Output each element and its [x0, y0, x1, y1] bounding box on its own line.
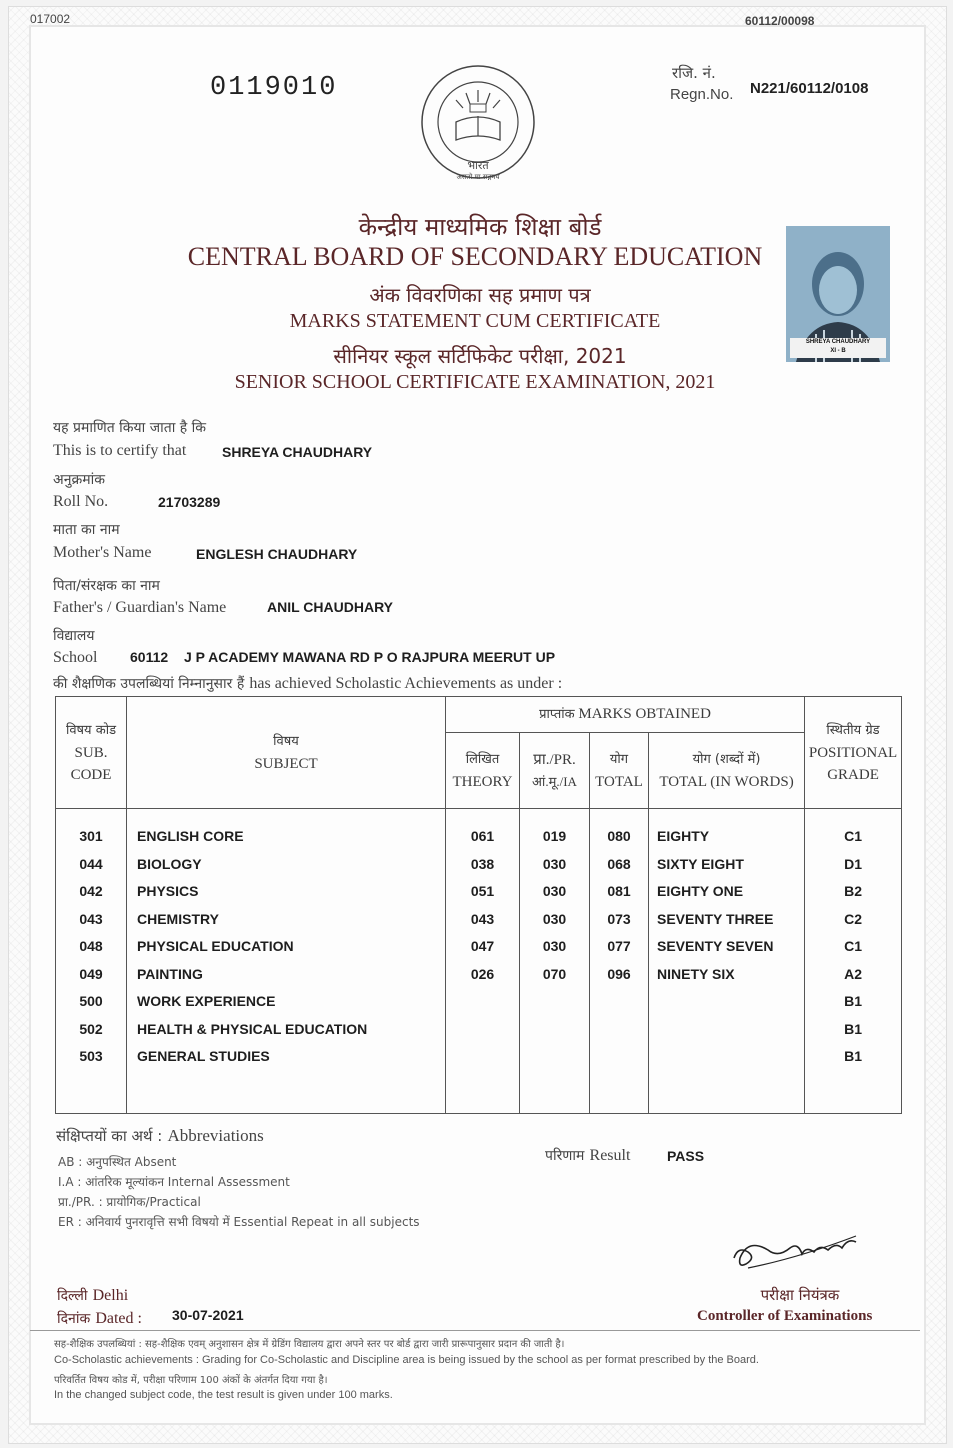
place-english: Delhi — [92, 1287, 129, 1304]
marks-table — [55, 696, 902, 1114]
footer-line2: In the changed subject code, the test result is given under 100 marks. — [54, 1389, 393, 1401]
abbrev-ab: AB : अनुपस्थित Absent — [58, 1155, 177, 1169]
total-in-words — [657, 1016, 803, 1044]
practical-marks — [521, 1043, 588, 1071]
result-hindi: परिणाम — [545, 1148, 585, 1164]
result-value: PASS — [667, 1148, 705, 1164]
theory-marks: 043 — [470, 910, 495, 927]
result-label: Result — [589, 1147, 631, 1164]
roll-number: 21703289 — [158, 494, 221, 510]
total-marks — [591, 1043, 647, 1071]
header-theory: लिखित THEORY — [446, 733, 520, 809]
date-value: 30-07-2021 — [172, 1307, 244, 1323]
subject-code: 500 — [79, 993, 103, 1009]
theory-marks: 026 — [470, 965, 495, 982]
positional-grade: C1 — [844, 828, 862, 844]
cbse-seal-logo — [418, 60, 538, 190]
positional-grade: D1 — [844, 855, 862, 872]
subject-name: CHEMISTRY — [137, 910, 219, 927]
subject-code: 049 — [79, 965, 103, 982]
header-positional-grade: स्थितीय ग्रेड POSITIONAL GRADE — [805, 697, 902, 809]
abbrev-title-hindi: संक्षिप्तयों का अर्थ : — [56, 1127, 163, 1145]
total-in-words — [657, 988, 803, 1016]
subject-name: BIOLOGY — [137, 855, 202, 872]
column-subjects — [127, 809, 446, 1114]
theory-marks — [447, 1016, 518, 1044]
footer-line1: Co-Scholastic achievements : Grading for Co-Scholastic and Discipline area is being issued by the school as per format prescribed by the Board. — [54, 1354, 759, 1366]
positional-grade: A2 — [844, 965, 862, 982]
total-in-words: EIGHTY — [657, 828, 710, 844]
subject-name: WORK EXPERIENCE — [137, 993, 276, 1009]
date-label: Dated : — [95, 1310, 142, 1327]
positional-grade: B1 — [844, 1020, 862, 1037]
positional-grade: B1 — [844, 993, 862, 1009]
certify-hindi: यह प्रमाणित किया जाता है कि — [53, 420, 207, 436]
header-marks-obtained: प्राप्तांक MARKS OBTAINED — [446, 697, 805, 733]
total-marks: 096 — [607, 965, 631, 982]
school-label: School — [53, 649, 98, 666]
controller-signature — [728, 1228, 868, 1280]
photo-caption-name: SHREYA CHAUDHARY — [805, 339, 871, 345]
practical-marks: 030 — [542, 910, 567, 927]
footer-divider — [30, 1330, 920, 1331]
total-marks: 068 — [607, 855, 631, 872]
achieved-english: has achieved Scholastic Achievements as under : — [249, 675, 563, 692]
column-total — [590, 809, 649, 1114]
place-hindi: दिल्ली — [57, 1288, 88, 1304]
practical-marks: 030 — [542, 855, 567, 872]
header-practical: प्रा./PR. आं.मू./IA — [520, 733, 590, 809]
total-marks — [591, 988, 647, 1016]
serial-number: 0119010 — [210, 73, 338, 103]
candidate-name: SHREYA CHAUDHARY — [222, 444, 373, 460]
achieved-hindi: की शैक्षणिक उपलब्धियां निम्नानुसार हैं — [53, 676, 245, 692]
total-marks: 077 — [607, 938, 631, 954]
father-label: Father's / Guardian's Name — [53, 599, 227, 616]
controller-hindi: परीक्षा नियंत्रक — [760, 1286, 840, 1304]
school-name: J P ACADEMY MAWANA RD P O RAJPURA MEERUT UP — [184, 649, 556, 665]
mother-hindi: माता का नाम — [53, 522, 120, 538]
regn-hindi: रजि. नं. — [672, 64, 716, 82]
positional-grade: B1 — [844, 1048, 862, 1064]
certificate-title-english: MARKS STATEMENT CUM CERTIFICATE — [289, 310, 661, 332]
regn-number: N221/60112/0108 — [750, 80, 869, 97]
abbrev-pr: प्रा./PR. : प्रायोगिक/Practical — [58, 1195, 201, 1209]
theory-marks: 051 — [470, 883, 495, 899]
board-name-english: CENTRAL BOARD OF SECONDARY EDUCATION — [187, 242, 763, 271]
mother-label: Mother's Name — [53, 544, 152, 561]
regn-label: Regn.No. — [670, 86, 734, 103]
header-total-words: योग (शब्दों में) TOTAL (IN WORDS) — [649, 733, 805, 809]
total-marks: 073 — [607, 910, 631, 927]
abbrev-title: Abbreviations — [167, 1126, 264, 1145]
total-in-words: SEVENTY SEVEN — [657, 938, 774, 954]
school-hindi: विद्यालय — [53, 628, 95, 644]
total-in-words — [657, 1043, 803, 1071]
column-codes — [56, 809, 127, 1114]
positional-grade: C1 — [844, 938, 862, 954]
total-in-words: SIXTY EIGHT — [657, 855, 744, 872]
certify-label: This is to certify that — [53, 442, 187, 459]
subject-name: PHYSICAL EDUCATION — [137, 938, 294, 954]
column-theory — [446, 809, 520, 1114]
subject-code: 301 — [79, 828, 103, 844]
subject-name: PHYSICS — [137, 883, 199, 899]
header-sub-code: विषय कोड SUB. CODE — [56, 697, 127, 809]
photo-caption-class: XI - B — [830, 348, 846, 354]
abbrev-er: ER : अनिवार्य पुनरावृत्ति सभी विषयो में Essential Repeat in all subjects — [58, 1215, 420, 1229]
column-practical — [520, 809, 590, 1114]
theory-marks: 038 — [470, 855, 495, 872]
footer-line1-hindi: सह-शैक्षिक उपलब्धियां : सह-शैक्षिक एवम् अनुशासन क्षेत्र में ग्रेडिंग विद्यालय द्वारा अपने स्तर पर बोर्ड द्वारा जारी प्रारूपानुसार प्रदान की जाती है। — [54, 1339, 565, 1350]
subject-name: PAINTING — [137, 965, 203, 982]
theory-marks — [447, 988, 518, 1016]
exam-title-english: SENIOR SCHOOL CERTIFICATE EXAMINATION, 2021 — [234, 371, 716, 393]
header-subject: विषय SUBJECT — [127, 697, 446, 809]
practical-marks: 030 — [542, 883, 567, 899]
exam-title-hindi: सीनियर स्कूल सर्टिफिकेट परीक्षा, 2021 — [333, 344, 627, 368]
subject-code: 503 — [79, 1048, 103, 1064]
subject-code: 044 — [79, 855, 103, 872]
mother-name: ENGLESH CHAUDHARY — [196, 546, 358, 562]
candidate-photo — [786, 226, 890, 362]
total-in-words: EIGHTY ONE — [657, 883, 744, 899]
subject-name: GENERAL STUDIES — [137, 1048, 270, 1064]
total-marks: 080 — [607, 828, 631, 844]
roll-label: Roll No. — [53, 493, 109, 510]
practical-marks: 019 — [542, 828, 567, 844]
subject-code: 502 — [79, 1020, 103, 1037]
footer-line2-hindi: परिवर्तित विषय कोड में, परीक्षा परिणाम 100 अंकों के अंतर्गत दिया गया है। — [54, 1375, 328, 1386]
total-in-words: SEVENTY THREE — [657, 910, 774, 927]
practical-marks: 030 — [542, 938, 567, 954]
subject-name: ENGLISH CORE — [137, 828, 244, 844]
total-in-words: NINETY SIX — [657, 965, 735, 982]
top-left-code: 017002 — [30, 12, 71, 26]
column-total-words — [649, 809, 805, 1114]
seal-motto: असतो मा सद्गमय — [456, 173, 500, 181]
subject-code: 048 — [79, 938, 103, 954]
practical-marks — [521, 988, 588, 1016]
total-marks: 081 — [607, 883, 631, 899]
certificate-title-hindi: अंक विवरणिका सह प्रमाण पत्र — [369, 283, 591, 307]
seal-center-text: भारत — [467, 159, 489, 172]
theory-marks: 061 — [470, 828, 495, 844]
positional-grade: B2 — [844, 883, 862, 899]
school-code: 60112 — [130, 649, 169, 665]
top-right-code: 60112/00098 — [745, 14, 815, 28]
abbrev-ia: I.A : आंतरिक मूल्यांकन Internal Assessment — [58, 1175, 290, 1189]
father-hindi: पिता/संरक्षक का नाम — [53, 578, 160, 594]
father-name: ANIL CHAUDHARY — [267, 599, 393, 615]
board-name-hindi: केन्द्रीय माध्यमिक शिक्षा बोर्ड — [358, 213, 602, 241]
roll-hindi: अनुक्रमांक — [53, 472, 105, 488]
subject-name: HEALTH & PHYSICAL EDUCATION — [137, 1020, 368, 1037]
subject-code: 043 — [79, 910, 103, 927]
column-grade — [805, 809, 902, 1114]
positional-grade: C2 — [844, 910, 862, 927]
theory-marks: 047 — [470, 938, 495, 954]
theory-marks — [447, 1043, 518, 1071]
total-marks — [591, 1016, 647, 1044]
controller-english: Controller of Examinations — [697, 1308, 873, 1324]
practical-marks: 070 — [542, 965, 567, 982]
subject-code: 042 — [79, 883, 103, 899]
practical-marks — [521, 1016, 588, 1044]
header-total: योग TOTAL — [590, 733, 649, 809]
date-hindi: दिनांक — [57, 1311, 91, 1327]
